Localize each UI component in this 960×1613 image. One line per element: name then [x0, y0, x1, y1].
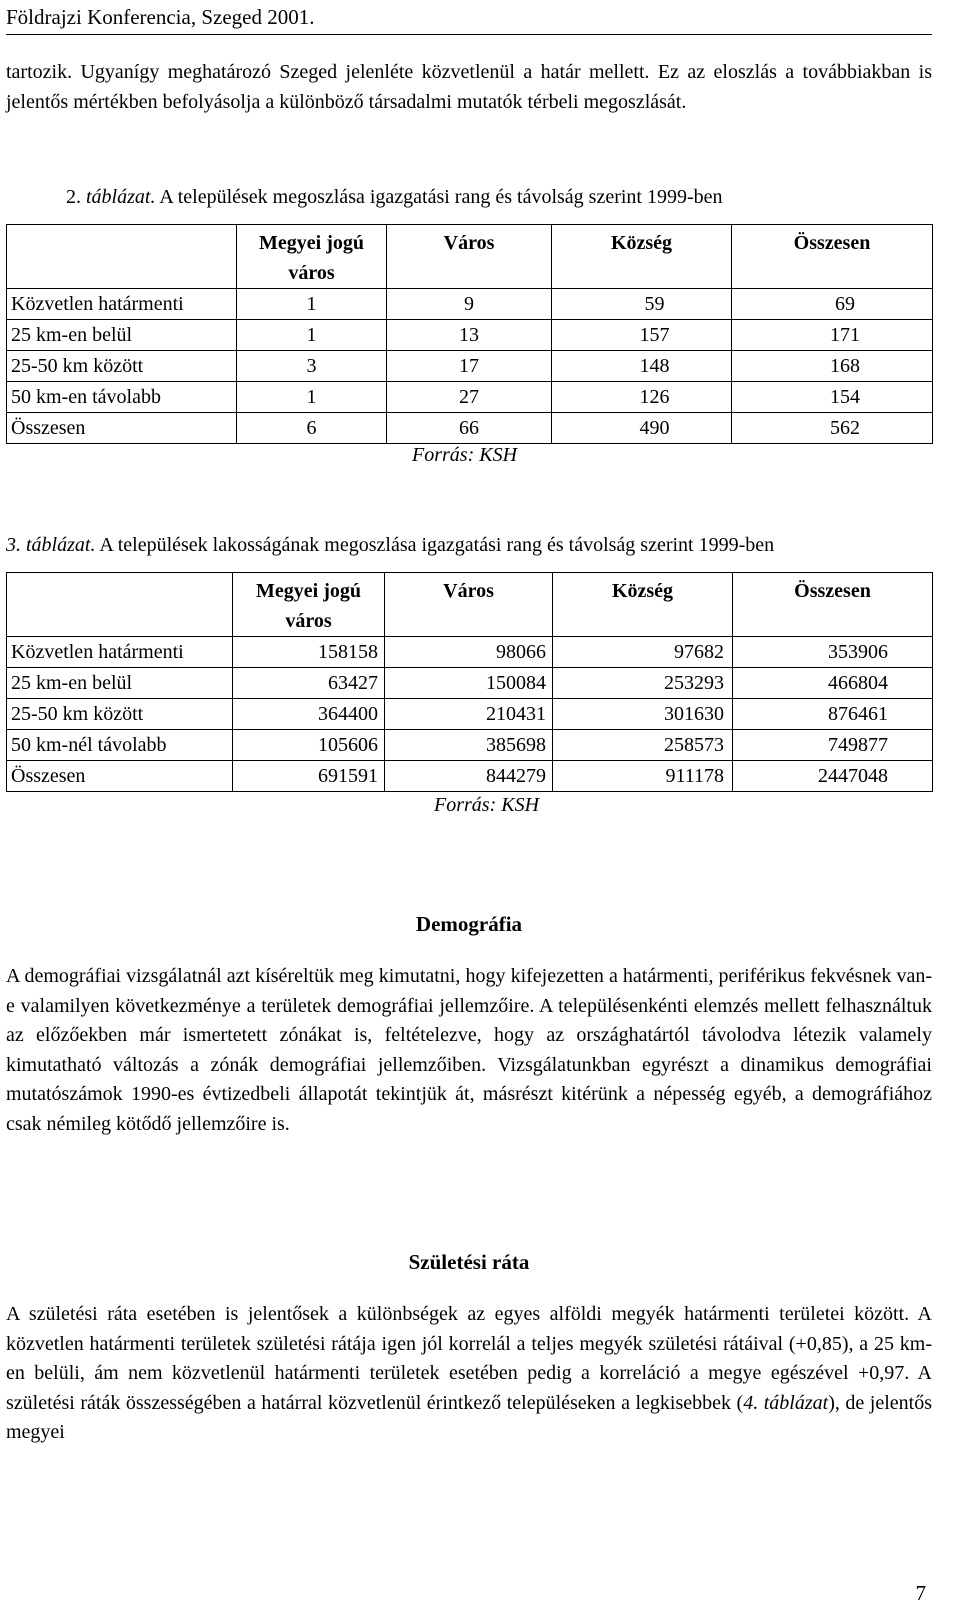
table3-header-cell: Megyei jogú város: [233, 573, 385, 637]
row-label: Közvetlen határmenti: [7, 637, 233, 668]
row-label: 50 km-nél távolabb: [7, 730, 233, 761]
row-label: 50 km-en távolabb: [7, 382, 237, 413]
table-cell: 97682: [553, 637, 733, 668]
section-heading-szuletesi-rata: Születési ráta: [408, 1250, 530, 1274]
table2-source: Forrás: KSH: [412, 444, 518, 466]
demografia-paragraph: A demográfiai vizsgálatnál azt kíséreltük meg kimutatni, hogy kifejezetten a határmenti, periférikus fekvésnek van-e valamilyen következménye a területek demográfiai jellemzőire. A településenkénti elemzés mellett felhasználtuk az előzőekben már ismertetett zónákat is, feltételezve, hogy az országhatártól távolodva létezik valamely kimutatható változás a zónák demográfiai jellemzőiben. Vizsgálatunkban egyrészt a dinamikus demográfiai mutatószámok 1990-es évtizedbeli állapotát tekintjük át, másrészt kitérünk a népesség egyéb, a demográfiához csak némileg kötődő jellemzőire is.: [6, 965, 932, 1135]
table2: [6, 224, 933, 444]
row-label: 25 km-en belül: [7, 668, 233, 699]
table-cell: 3: [237, 351, 387, 382]
table2-caption-word: táblázat.: [86, 186, 156, 208]
page-number: 7: [915, 1581, 926, 1605]
table-cell: 466804: [733, 668, 933, 699]
table3-header-corner: [7, 573, 233, 637]
table-cell: 749877: [733, 730, 933, 761]
table-row: [7, 320, 933, 351]
table-cell: 6: [237, 413, 387, 444]
table-row: [7, 699, 933, 730]
table-row: [7, 382, 933, 413]
table3-caption-word: táblázat.: [26, 534, 96, 556]
table-cell: 154: [732, 382, 933, 413]
table3-source: Forrás: KSH: [434, 794, 540, 816]
table-cell: 59: [552, 289, 732, 320]
table-cell: 69: [732, 289, 933, 320]
table-cell: 168: [732, 351, 933, 382]
table3: [6, 572, 933, 792]
row-label: Összesen: [7, 413, 237, 444]
table-cell: 911178: [553, 761, 733, 792]
table-cell: 98066: [385, 637, 553, 668]
table-cell: 126: [552, 382, 732, 413]
table2-header-cell: Megyei jogú város: [237, 225, 387, 289]
table-cell: 27: [387, 382, 552, 413]
table2-header-cell: Összesen: [732, 225, 933, 289]
table-cell: 1: [237, 320, 387, 351]
table3-header-cell: Község: [553, 573, 733, 637]
table2-header-cell: Község: [552, 225, 732, 289]
table-cell: 490: [552, 413, 732, 444]
table-cell: 171: [732, 320, 933, 351]
table-cell: 1: [237, 382, 387, 413]
table2-caption-text: A települések megoszlása igazgatási rang és távolság szerint 1999-ben: [159, 186, 723, 208]
running-header: Földrajzi Konferencia, Szeged 2001.: [6, 5, 315, 29]
table-row: [7, 730, 933, 761]
table2-header-corner: [7, 225, 237, 289]
table-row: [7, 668, 933, 699]
paragraph-text: A születési ráta esetében is jelentősek a különbségek az egyes alföldi megyék határmenti területei között. A közvetlen határmenti területek születési rátája igen jól korrelál a teljes megyék születési rátáival (+0,85), a 25 km-en belüli, ám nem közvetlenül határmenti területek esetében pedig a korreláció a megye egészével +0,97. A születési ráták összességében a határral közvetlenül érintkező településeken a legkisebbek (: [6, 1303, 932, 1414]
table-row: [7, 637, 933, 668]
paragraph-text: ), de jelentős megyei: [6, 1391, 933, 1443]
table3-header-cell: Összesen: [733, 573, 933, 637]
table-cell: 691591: [233, 761, 385, 792]
row-label: Közvetlen határmenti: [7, 289, 237, 320]
table-cell: 353906: [733, 637, 933, 668]
table-cell: 148: [552, 351, 732, 382]
section-heading-demografia: Demográfia: [415, 912, 523, 936]
table-cell: 13: [387, 320, 552, 351]
table3-caption-text: A települések lakosságának megoszlása igazgatási rang és távolság szerint 1999-ben: [99, 534, 775, 556]
table-cell: 9: [387, 289, 552, 320]
table3-header-cell: Város: [385, 573, 553, 637]
row-label: 25-50 km között: [7, 699, 233, 730]
table-row: [7, 351, 933, 382]
table-reference: 4. táblázat: [743, 1391, 829, 1414]
table2-caption-number: 2.: [66, 186, 81, 208]
table-cell: 63427: [233, 668, 385, 699]
table-cell: 157: [552, 320, 732, 351]
header-rule: [6, 34, 932, 35]
table-cell: 150084: [385, 668, 553, 699]
table3-caption-number: 3.: [6, 534, 21, 556]
table-cell: 210431: [385, 699, 553, 730]
szuletesi-rata-paragraph: [6, 1300, 932, 1448]
table-row: [7, 761, 933, 792]
table-cell: 2447048: [733, 761, 933, 792]
row-label: 25-50 km között: [7, 351, 237, 382]
table-cell: 1: [237, 289, 387, 320]
table-cell: 258573: [553, 730, 733, 761]
table2-caption: [66, 184, 946, 210]
table2-header-cell: Város: [387, 225, 552, 289]
table-cell: 253293: [553, 668, 733, 699]
table-row: [7, 289, 933, 320]
table-cell: 562: [732, 413, 933, 444]
table-cell: 876461: [733, 699, 933, 730]
table-cell: 364400: [233, 699, 385, 730]
table-row: [7, 413, 933, 444]
table-cell: 17: [387, 351, 552, 382]
table-cell: 158158: [233, 637, 385, 668]
table-cell: 66: [387, 413, 552, 444]
intro-paragraph: tartozik. Ugyanígy meghatározó Szeged jelenléte közvetlenül a határ mellett. Ez az eloszlás a továbbiakban is jelentős mértékben befolyásolja a különböző társadalmi mutatók térbeli megoszlását.: [6, 61, 932, 113]
table-cell: 385698: [385, 730, 553, 761]
table-cell: 301630: [553, 699, 733, 730]
row-label: Összesen: [7, 761, 233, 792]
table3-caption: [6, 532, 886, 558]
table-cell: 105606: [233, 730, 385, 761]
table-cell: 844279: [385, 761, 553, 792]
row-label: 25 km-en belül: [7, 320, 237, 351]
